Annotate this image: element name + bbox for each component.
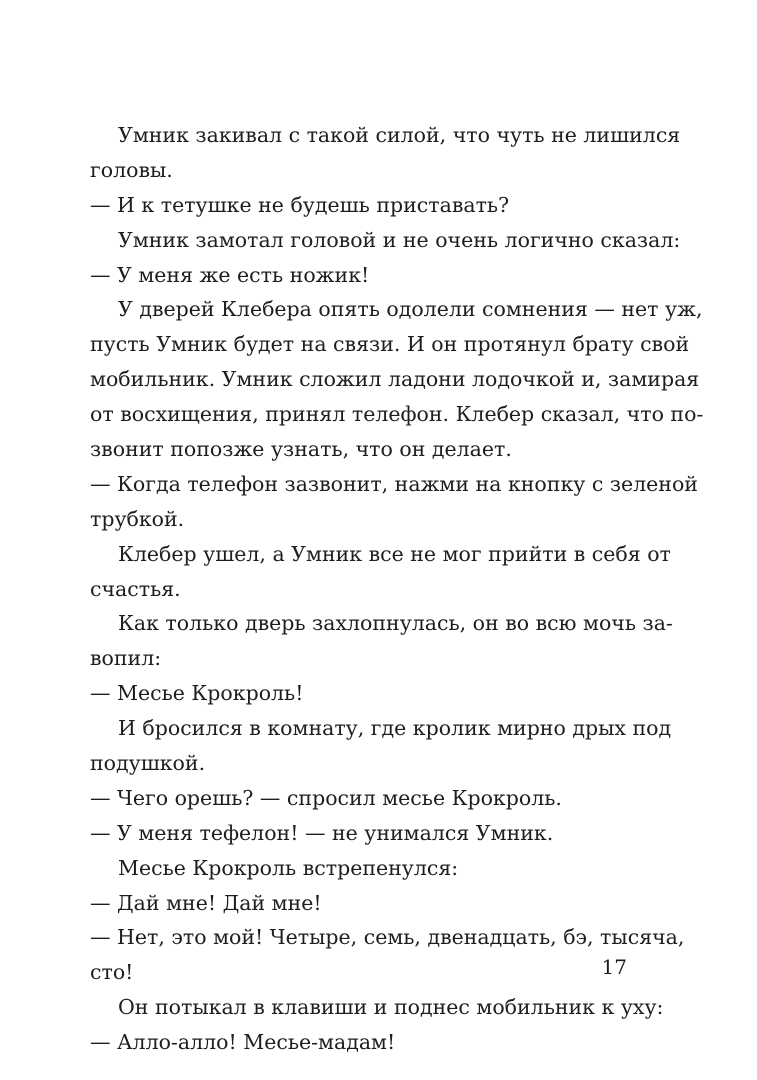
- text-line: вопил:: [90, 646, 162, 671]
- text-line: мобильник. Умник сложил ладони лодочкой и, замирая: [90, 367, 700, 392]
- text-line: пусть Умник будет на связи. И он протянул брату свой: [90, 332, 690, 357]
- text-line: счастья.: [90, 576, 181, 601]
- text-line: — Месье Крокроль!: [90, 681, 304, 706]
- text-line: головы.: [90, 157, 173, 182]
- text-line: подушкой.: [90, 751, 206, 776]
- text-line: Месье Крокроль встрепенулся:: [118, 855, 459, 880]
- text-line: — Дай мне! Дай мне!: [90, 890, 322, 915]
- text-line: — Когда телефон зазвонит, нажми на кнопку с зеленой: [90, 471, 698, 496]
- text-line: — У меня же есть ножик!: [90, 262, 370, 287]
- text-line: Клебер ушел, а Умник все не мог прийти в себя от: [118, 541, 671, 566]
- text-line: — Алло-алло! Месье-мадам!: [90, 1030, 396, 1055]
- text-line: И бросился в комнату, где кролик мирно дрых под: [118, 716, 672, 741]
- text-line: — И к тетушке не будешь приставать?: [90, 192, 510, 217]
- text-line: Как только дверь захлопнулась, он во всю мочь за-: [118, 611, 673, 636]
- text-line: — Чего орешь? — спросил месье Крокроль.: [90, 785, 562, 810]
- text-line: сто!: [90, 960, 134, 985]
- text-line: У дверей Клебера опять одолели сомнения — нет уж,: [118, 297, 703, 322]
- text-line: трубкой.: [90, 506, 185, 531]
- text-line: Он потыкал в клавиши и поднес мобильник к уху:: [118, 995, 664, 1020]
- text-line: — Нет, это мой! Четыре, семь, двенадцать, бэ, тысяча,: [90, 925, 685, 950]
- text-line: — У меня тефелон! — не унимался Умник.: [90, 820, 554, 845]
- text-line: звонит попозже узнать, что он делает.: [90, 437, 512, 462]
- text-line: Умник закивал с такой силой, что чуть не лишился: [118, 123, 681, 147]
- text-line: от восхищения, принял телефон. Клебер сказал, что по-: [90, 402, 704, 427]
- body-text: [90, 118, 704, 1060]
- page-number: 17: [601, 955, 627, 979]
- text-line: Умник замотал головой и не очень логично сказал:: [118, 227, 681, 252]
